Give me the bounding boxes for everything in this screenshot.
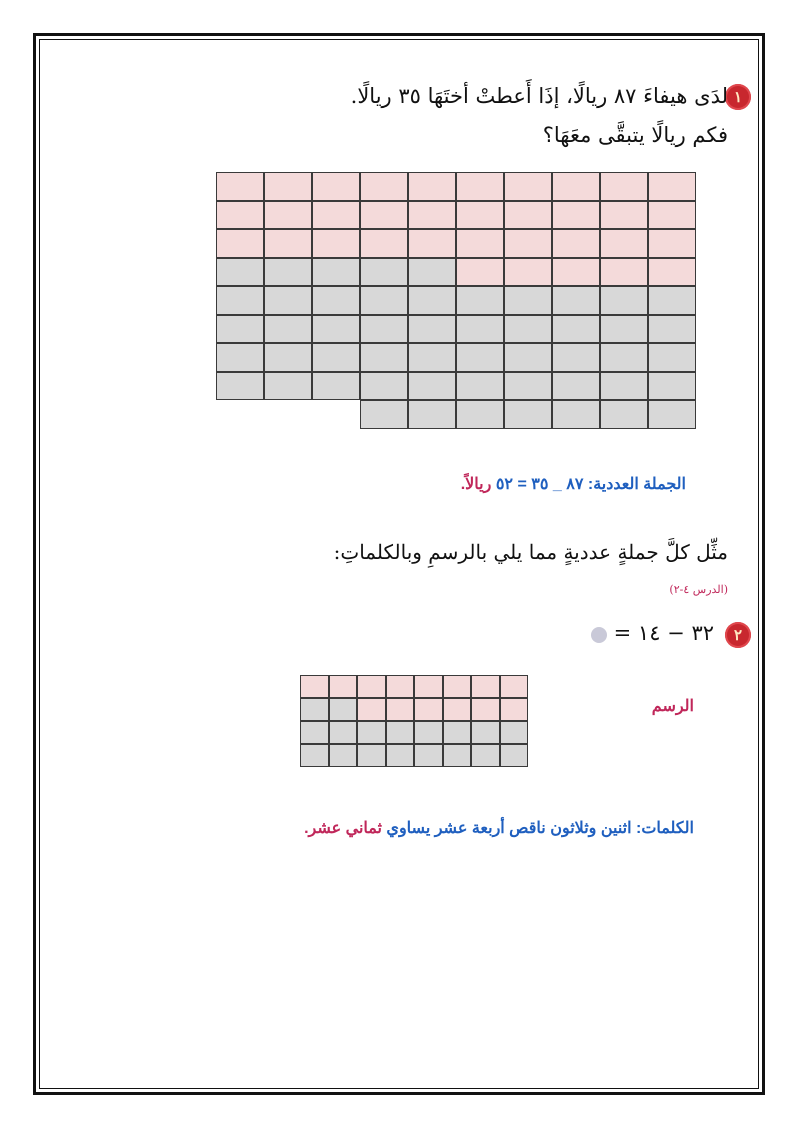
- grid1-removed-unit: [264, 172, 312, 201]
- number-sentence-expression: ٨٧ _ ٣٥ = ٥٢: [495, 476, 584, 493]
- grid1-remaining-unit: [456, 286, 504, 315]
- grid1-remaining-unit: [264, 286, 312, 315]
- grid1-removed-unit: [408, 229, 456, 258]
- grid1-remaining-unit: [408, 258, 456, 287]
- grid1-removed-unit: [648, 172, 696, 201]
- grid1-removed-unit: [456, 229, 504, 258]
- grid1-remaining-unit: [648, 400, 696, 429]
- grid1-remaining-unit: [456, 343, 504, 372]
- grid1-remaining-unit: [600, 372, 648, 401]
- grid1-remaining-unit: [456, 372, 504, 401]
- grid2-removed-unit: [300, 675, 329, 698]
- grid1-remaining-unit: [552, 315, 600, 344]
- grid1-remaining-unit: [504, 400, 552, 429]
- problem-1-hundreds-grid: [216, 172, 692, 429]
- grid1-remaining-unit: [552, 400, 600, 429]
- grid1-remaining-unit: [360, 400, 408, 429]
- number-sentence-label: الجملة العددية:: [587, 476, 686, 493]
- grid1-remaining-unit: [264, 343, 312, 372]
- problem-1-number-badge: ١: [725, 84, 751, 110]
- grid1-remaining-unit: [504, 286, 552, 315]
- grid1-remaining-unit: [408, 400, 456, 429]
- grid2-removed-unit: [414, 675, 443, 698]
- grid1-remaining-unit: [552, 286, 600, 315]
- grid1-remaining-unit: [600, 286, 648, 315]
- words-answer: ثماني عشر.: [304, 820, 382, 837]
- grid2-removed-unit: [357, 675, 386, 698]
- grid1-removed-unit: [408, 172, 456, 201]
- grid1-remaining-unit: [648, 372, 696, 401]
- problem-2-equation-text: ٣٢ − ١٤ =: [613, 621, 714, 645]
- grid1-removed-unit: [552, 258, 600, 287]
- grid1-removed-unit: [504, 172, 552, 201]
- grid1-remaining-unit: [600, 400, 648, 429]
- grid1-remaining-unit: [648, 315, 696, 344]
- grid2-remaining-unit: [329, 698, 358, 721]
- grid1-removed-unit: [648, 258, 696, 287]
- grid1-removed-unit: [264, 229, 312, 258]
- problem-2-words: [304, 818, 694, 838]
- grid2-removed-unit: [443, 675, 472, 698]
- grid2-remaining-unit: [357, 721, 386, 744]
- grid1-remaining-unit: [408, 372, 456, 401]
- grid1-removed-unit: [504, 258, 552, 287]
- grid1-removed-unit: [648, 229, 696, 258]
- grid1-remaining-unit: [216, 372, 264, 401]
- grid2-remaining-unit: [443, 744, 472, 767]
- grid1-removed-unit: [360, 201, 408, 230]
- grid1-removed-unit: [216, 229, 264, 258]
- grid1-remaining-unit: [504, 372, 552, 401]
- grid2-remaining-unit: [300, 744, 329, 767]
- grid1-removed-unit: [456, 258, 504, 287]
- grid1-removed-unit: [312, 229, 360, 258]
- grid1-remaining-unit: [360, 315, 408, 344]
- grid2-removed-unit: [386, 698, 415, 721]
- grid1-remaining-unit: [216, 343, 264, 372]
- grid1-remaining-unit: [504, 315, 552, 344]
- grid1-removed-unit: [264, 201, 312, 230]
- problem-1-line-2: فكم ريالًا يتبقَّى معَهَا؟: [542, 123, 728, 147]
- grid1-empty-cell: [216, 400, 264, 429]
- grid2-remaining-unit: [329, 721, 358, 744]
- grid2-remaining-unit: [414, 721, 443, 744]
- grid1-remaining-unit: [648, 286, 696, 315]
- grid2-remaining-unit: [300, 721, 329, 744]
- grid1-removed-unit: [312, 201, 360, 230]
- grid2-remaining-unit: [357, 744, 386, 767]
- grid2-remaining-unit: [414, 744, 443, 767]
- grid2-remaining-unit: [329, 744, 358, 767]
- grid1-remaining-unit: [312, 315, 360, 344]
- grid2-removed-unit: [500, 698, 529, 721]
- grid1-remaining-unit: [360, 343, 408, 372]
- problem-2-grid: [300, 675, 528, 767]
- grid1-removed-unit: [456, 201, 504, 230]
- grid2-remaining-unit: [500, 721, 529, 744]
- grid1-remaining-unit: [360, 258, 408, 287]
- grid1-remaining-unit: [264, 315, 312, 344]
- grid2-remaining-unit: [386, 721, 415, 744]
- grid1-removed-unit: [360, 172, 408, 201]
- grid1-remaining-unit: [552, 372, 600, 401]
- words-text: اثنين وثلاثون ناقص أربعة عشر يساوي: [386, 820, 632, 837]
- grid2-remaining-unit: [500, 744, 529, 767]
- grid1-removed-unit: [408, 201, 456, 230]
- grid2-remaining-unit: [443, 721, 472, 744]
- grid1-remaining-unit: [312, 372, 360, 401]
- grid1-remaining-unit: [408, 286, 456, 315]
- grid1-remaining-unit: [456, 400, 504, 429]
- grid2-removed-unit: [357, 698, 386, 721]
- words-label: الكلمات:: [636, 820, 694, 837]
- grid1-remaining-unit: [408, 343, 456, 372]
- grid1-removed-unit: [552, 172, 600, 201]
- grid1-empty-cell: [264, 400, 312, 429]
- drawing-label: الرسم: [651, 698, 694, 715]
- grid1-remaining-unit: [216, 258, 264, 287]
- blank-circle-icon: [591, 627, 607, 643]
- grid1-removed-unit: [600, 201, 648, 230]
- grid1-removed-unit: [504, 229, 552, 258]
- grid2-remaining-unit: [471, 744, 500, 767]
- grid1-removed-unit: [456, 172, 504, 201]
- number-sentence-answer: ريالاً.: [460, 476, 492, 493]
- grid1-remaining-unit: [312, 343, 360, 372]
- grid1-remaining-unit: [312, 286, 360, 315]
- grid1-removed-unit: [552, 229, 600, 258]
- grid1-remaining-unit: [456, 315, 504, 344]
- grid1-removed-unit: [504, 201, 552, 230]
- grid2-remaining-unit: [471, 721, 500, 744]
- grid1-remaining-unit: [648, 343, 696, 372]
- grid1-removed-unit: [312, 172, 360, 201]
- grid1-remaining-unit: [504, 343, 552, 372]
- grid1-removed-unit: [360, 229, 408, 258]
- grid1-remaining-unit: [600, 315, 648, 344]
- grid1-remaining-unit: [216, 286, 264, 315]
- grid1-remaining-unit: [600, 343, 648, 372]
- section-instruction: مثِّل كلَّ جملةٍ عدديةٍ مما يلي بالرسمِ وبالكلماتِ:: [333, 540, 728, 564]
- grid1-removed-unit: [216, 201, 264, 230]
- grid1-remaining-unit: [552, 343, 600, 372]
- problem-1-line-1: لدَى هيفاءَ ٨٧ ريالًا، إذَا أَعطتْ أختَهَا ٣٥ ريالًا.: [350, 84, 728, 108]
- grid1-removed-unit: [648, 201, 696, 230]
- grid1-removed-unit: [600, 229, 648, 258]
- grid1-removed-unit: [600, 258, 648, 287]
- grid2-removed-unit: [443, 698, 472, 721]
- problem-1-number-sentence: [461, 474, 686, 494]
- lesson-reference: (الدرس ٤-٢): [669, 583, 728, 596]
- problem-2-equation: [591, 621, 714, 645]
- grid2-removed-unit: [471, 675, 500, 698]
- grid2-removed-unit: [329, 675, 358, 698]
- grid1-remaining-unit: [312, 258, 360, 287]
- problem-2-number-badge: ٢: [725, 622, 751, 648]
- grid1-remaining-unit: [360, 286, 408, 315]
- grid1-remaining-unit: [360, 372, 408, 401]
- grid1-removed-unit: [552, 201, 600, 230]
- grid1-remaining-unit: [264, 258, 312, 287]
- grid2-removed-unit: [471, 698, 500, 721]
- grid2-remaining-unit: [386, 744, 415, 767]
- grid1-remaining-unit: [264, 372, 312, 401]
- grid2-removed-unit: [414, 698, 443, 721]
- grid1-remaining-unit: [408, 315, 456, 344]
- grid1-remaining-unit: [216, 315, 264, 344]
- grid1-empty-cell: [312, 400, 360, 429]
- grid2-removed-unit: [500, 675, 529, 698]
- grid2-remaining-unit: [300, 698, 329, 721]
- grid2-removed-unit: [386, 675, 415, 698]
- grid1-removed-unit: [600, 172, 648, 201]
- grid1-removed-unit: [216, 172, 264, 201]
